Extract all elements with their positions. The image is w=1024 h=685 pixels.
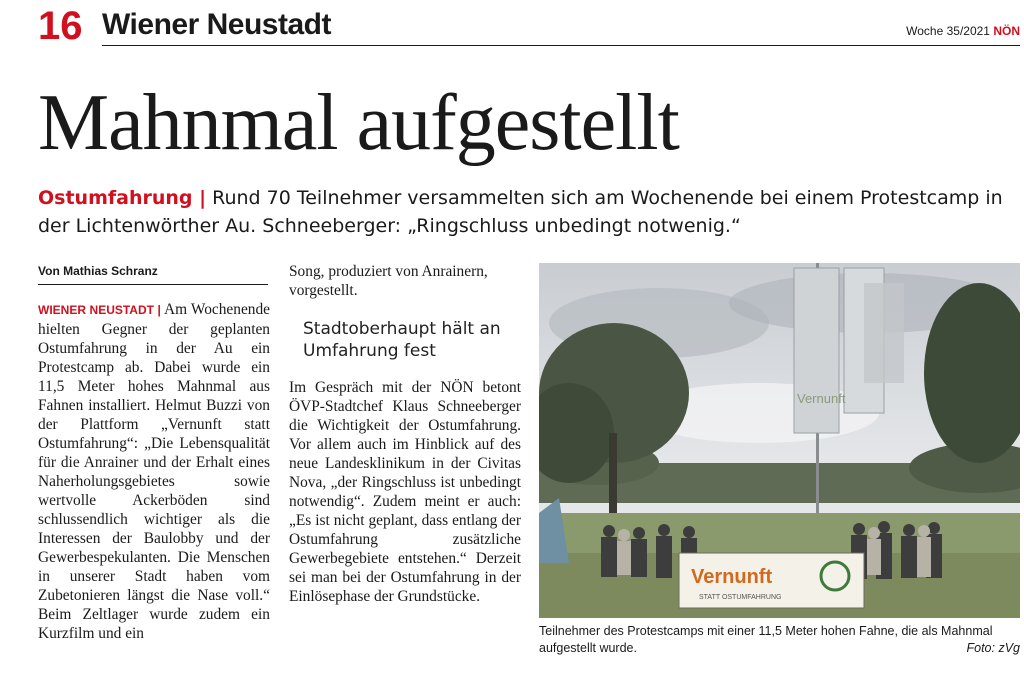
deck-text: Rund 70 Teilnehmer versammelten sich am Wochenende bei einem Protestcamp in der Lichtenwörther Au. Schneeberger: „Ringschluss unbedingt notwenig.“ bbox=[38, 187, 1003, 237]
body-column-2-continued: Im Gespräch mit der NÖN betont ÖVP-Stadtchef Klaus Schneeberger die Wichtigkeit der Ostumfahrung. Vor allem auch im Hinblick auf des neue Landesklinikum in der Civitas Nova, „der Ringschluss ist unbedingt notwendig“. Zudem meint er auch: „Es ist nicht geplant, dass entlang der Ostumfahrung zusätzliche Gewerbegebiete entstehen.“ Derzeit sei man bei der Ostumfahrung in der Einlösephase der Grundstücke. bbox=[289, 379, 521, 605]
article-photo bbox=[539, 263, 1020, 618]
banner-subtext: STATT OSTUMFAHRUNG bbox=[699, 594, 782, 601]
issue-info bbox=[906, 24, 1020, 38]
dateline: WIENER NEUSTADT | bbox=[38, 303, 161, 317]
caption-text: Teilnehmer des Protestcamps mit einer 11,5 Meter hohen Fahne, die als Mahnmal aufgestellt wurde. bbox=[539, 624, 993, 655]
byline: Von Mathias Schranz bbox=[38, 264, 268, 285]
headline: Mahnmal aufgestellt bbox=[38, 79, 679, 167]
banner-text: Vernunft bbox=[691, 566, 773, 588]
header-divider bbox=[102, 45, 1020, 46]
body-column-2: Song, produziert von Anrainern, vorgestellt. bbox=[289, 263, 488, 299]
page-number: 16 bbox=[38, 4, 83, 48]
kicker: Ostumfahrung | bbox=[38, 187, 207, 209]
section-title: Wiener Neustadt bbox=[102, 8, 331, 41]
flag-text: Vernunft bbox=[797, 391, 846, 406]
photo-credit: Foto: zVg bbox=[966, 641, 1020, 655]
deck bbox=[38, 184, 1008, 240]
issue-week: Woche 35/2021 bbox=[906, 24, 990, 38]
brand-logo: NÖN bbox=[993, 24, 1020, 38]
body-column-1 bbox=[38, 300, 270, 643]
subheading: Stadtoberhaupt hält an Umfahrung fest bbox=[303, 319, 501, 361]
body-text-1: Am Wochenende hielten Gegner der geplanten Ostumfahrung in der Au ein Protestcamp ab. Dabei wurde ein 11,5 Meter hohes Mahnmal aus Fahnen installiert. Helmut Buzzi von der Plattform „Vernunft statt Ostumfahrung“: „Die Lebensqualität für die Anrainer und der Erhalt eines Naherholungsgebietes sowie wertvolle Ackerböden sind schlussendlich wichtiger als die Interessen der Baulobby und der Gewerbespekulanten. Die Menschen in unserer Stadt haben vom Zubetonieren längst die Nase voll.“ Beim Zeltlager wurde zudem ein Kurzfilm und ein bbox=[38, 301, 270, 642]
photo-caption bbox=[539, 623, 1020, 657]
photo-illustration bbox=[539, 263, 1020, 618]
